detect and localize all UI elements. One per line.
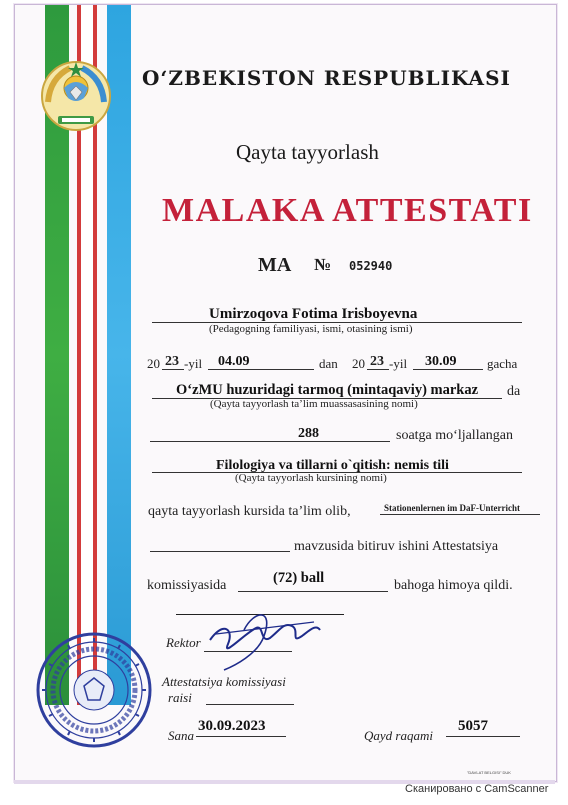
handwritten-signature [204,600,324,672]
thesis-intro: qayta tayyorlash kursida ta’lim olib, [148,504,351,519]
republic-heading: O‘ZBEKISTON RESPUBLIKASI [142,66,511,90]
period-date-to: 30.09 [425,354,457,369]
sana-line [196,736,286,737]
hours-value: 288 [298,426,319,441]
thesis-topic-line [380,514,540,515]
institution-suffix: da [507,384,521,399]
thesis-komissiyasida: komissiyasida [147,578,227,593]
number-sign: № [314,255,332,274]
qayd-line [446,736,520,737]
holder-name: Umirzoqova Fotima Irisboyevna [209,306,418,322]
document-subtitle: Qayta tayyorlash [236,140,379,164]
sana-value: 30.09.2023 [198,718,266,734]
thesis-mavzusida: mavzusida bitiruv ishini Attestatsiya [294,539,499,554]
period-dan-label: dan [319,356,338,371]
commission-label: Attestatsiya komissiyasi [162,674,286,689]
series-code: MA [258,254,292,276]
institution-caption: (Qayta tayyorlash ta’lim muassasasining nomi) [210,398,418,410]
thesis-topic: Stationenlernen im DaF-Unterricht [384,503,520,513]
course-caption: (Qayta tayyorlash kursining nomi) [235,472,387,484]
period-century-from: 20 [147,356,160,371]
period-year-to-line [367,369,389,370]
hours-line [150,441,390,442]
camscanner-watermark: Сканировано с CamScanner [405,783,549,795]
holder-name-caption: (Pedagogning familiyasi, ismi, otasining ismi) [209,323,413,335]
rektor-label: Rektor [166,635,201,650]
commission-raisi-label: raisi [168,690,192,705]
period-century-to: 20 [352,356,365,371]
period-year-from: 23 [165,354,179,369]
thesis-bahoga: bahoga himoya qildi. [394,578,513,593]
period-year-from-line [162,369,184,370]
sana-label: Sana [168,728,194,743]
document-title: MALAKA ATTESTATI [162,192,533,229]
period-yil-label: -yil [389,356,408,371]
thesis-score: (72) ball [273,570,325,586]
commission-sign-line [206,704,294,705]
period-yil-label: -yil [184,356,203,371]
official-stamp-icon [34,630,154,750]
period-gacha-label: gacha [487,356,518,371]
period-date-from: 04.09 [218,354,250,369]
hours-suffix: soatga mo‘ljallangan [396,428,514,443]
course-name: Filologiya va tillarni o`qitish: nemis tili [216,458,449,473]
printer-mark: "DAVLAT BELGISI" DUK [467,770,511,775]
institution-name: O‘zMU huzuridagi tarmoq (mintaqaviy) markaz [176,382,479,398]
qayd-label: Qayd raqami [364,728,433,743]
qayd-value: 5057 [458,718,488,734]
period-date-to-line [413,369,483,370]
thesis-score-line [238,591,388,592]
period-date-from-line [208,369,314,370]
period-year-to: 23 [370,354,384,369]
thesis-topic-line-2 [150,551,290,552]
certificate-number: 052940 [349,259,393,273]
state-emblem-icon [40,58,112,134]
